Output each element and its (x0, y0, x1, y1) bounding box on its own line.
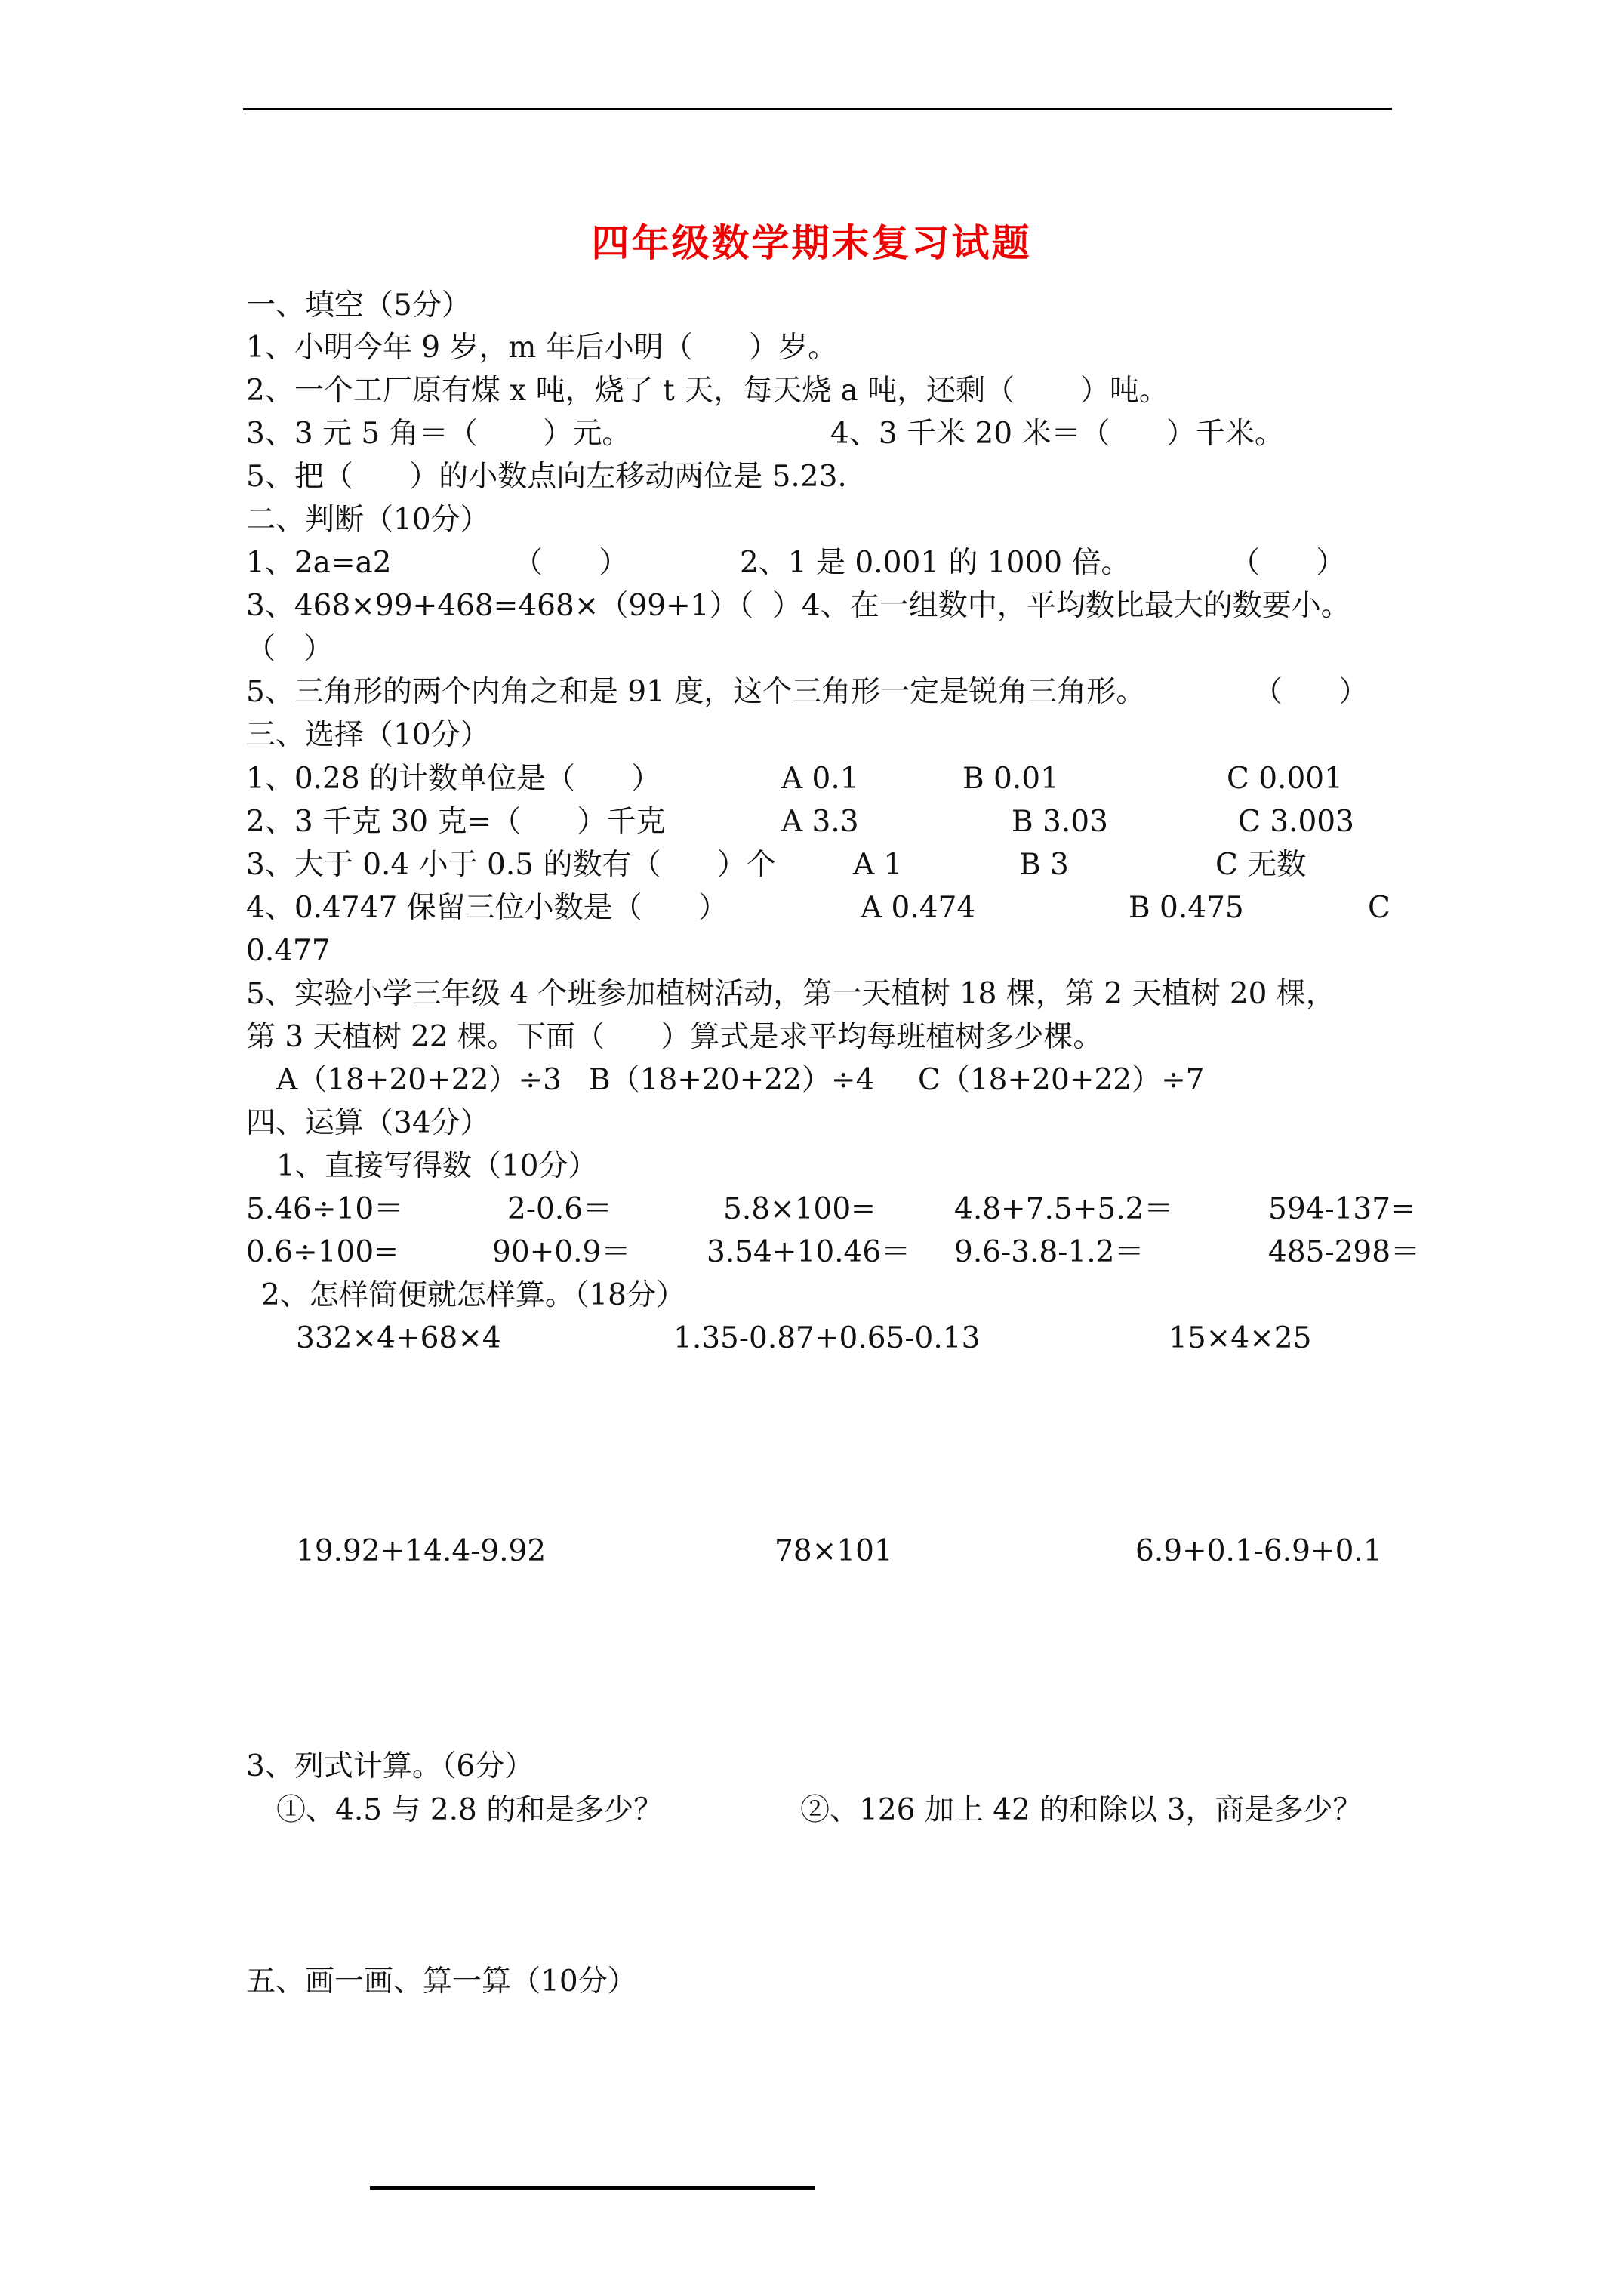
subsection-4-1-heading: 1、直接写得数（10分） (276, 1149, 598, 1183)
choice-4-question: 4、0.4747 保留三位小数是（ ） (246, 891, 728, 925)
choice-1-option-c: C 0.001 (1227, 762, 1343, 796)
subsection-4-2-heading: 2、怎样简便就怎样算。（18分） (261, 1278, 685, 1312)
section-5-heading: 五、画一画、算一算（10分） (246, 1965, 637, 1999)
header-rule (243, 108, 1392, 110)
simplify-problem: 6.9+0.1-6.9+0.1 (1135, 1534, 1382, 1568)
choice-2-option-c: C 3.003 (1238, 805, 1354, 839)
mental-math-item: 90+0.9＝ (492, 1235, 631, 1269)
mental-math-item: 4.8+7.5+5.2＝ (954, 1192, 1174, 1226)
choice-5-question-line-1: 5、实验小学三年级 4 个班参加植树活动，第一天植树 18 棵，第 2 天植树 20 棵， (246, 977, 1335, 1011)
choice-1-question: 1、0.28 的计数单位是（ ） (246, 762, 661, 796)
choice-5-option-c: C（18+20+22）÷7 (918, 1063, 1205, 1097)
simplify-problem: 19.92+14.4-9.92 (296, 1534, 547, 1568)
simplify-problem: 1.35-0.87+0.65-0.13 (673, 1321, 981, 1355)
question-1-5: 5、把（ ）的小数点向左移动两位是 5.23. (246, 460, 847, 494)
choice-5-option-b: B（18+20+22）÷4 (589, 1063, 875, 1097)
section-1-heading: 一、填空（5分） (246, 288, 471, 322)
simplify-problem: 15×4×25 (1169, 1321, 1312, 1355)
choice-4-option-c: C (1368, 891, 1390, 925)
choice-4-option-c-value: 0.477 (246, 934, 331, 968)
judge-1: 1、2a=a2 (246, 546, 392, 580)
question-1-4: 4、3 千米 20 米＝（ ）千米。 (830, 417, 1284, 451)
mental-math-item: 485-298＝ (1268, 1235, 1421, 1269)
judge-4-paren: （ ） (246, 632, 334, 666)
question-1-1: 1、小明今年 9 岁，m 年后小明（ ）岁。 (246, 331, 838, 365)
judge-3-4: 3、468×99+468=468×（99+1）（ ）4、在一组数中，平均数比最大的数要小。 (246, 589, 1350, 623)
section-4-heading: 四、运算（34分） (246, 1106, 490, 1140)
judge-5-paren: （ ） (1253, 675, 1369, 709)
mental-math-item: 2-0.6＝ (507, 1192, 613, 1226)
choice-1-option-a: A 0.1 (781, 762, 859, 796)
choice-1-option-b: B 0.01 (962, 762, 1059, 796)
mental-math-item: 594-137= (1268, 1192, 1415, 1226)
judge-5: 5、三角形的两个内角之和是 91 度，这个三角形一定是锐角三角形。 (246, 675, 1146, 709)
mental-math-item: 0.6÷100= (246, 1235, 399, 1269)
choice-3-option-c: C 无数 (1215, 848, 1307, 882)
word-problem-1: ①、4.5 与 2.8 的和是多少？ (276, 1793, 664, 1827)
choice-4-option-a: A 0.474 (861, 891, 976, 925)
subsection-4-3-heading: 3、列式计算。（6分） (246, 1749, 534, 1783)
choice-2-option-b: B 3.03 (1012, 805, 1108, 839)
mental-math-item: 3.54+10.46＝ (707, 1235, 911, 1269)
simplify-problem: 78×101 (775, 1534, 893, 1568)
choice-5-option-a: A（18+20+22）÷3 (276, 1063, 562, 1097)
page-title: 四年级数学期末复习试题 (591, 220, 1032, 265)
section-3-heading: 三、选择（10分） (246, 718, 490, 752)
simplify-problem: 332×4+68×4 (296, 1321, 501, 1355)
section-2-heading: 二、判断（10分） (246, 503, 490, 537)
choice-3-option-b: B 3 (1019, 848, 1069, 882)
word-problem-2: ②、126 加上 42 的和除以 3，商是多少？ (800, 1793, 1363, 1827)
judge-2: 2、1 是 0.001 的 1000 倍。 (740, 546, 1131, 580)
mental-math-item: 9.6-3.8-1.2＝ (954, 1235, 1144, 1269)
mental-math-item: 5.8×100= (723, 1192, 876, 1226)
choice-2-question: 2、3 千克 30 克=（ ）千克 (246, 805, 666, 839)
mental-math-item: 5.46÷10＝ (246, 1192, 404, 1226)
choice-4-option-b: B 0.475 (1129, 891, 1244, 925)
question-1-2: 2、一个工厂原有煤 x 吨，烧了 t 天，每天烧 a 吨，还剩（ ）吨。 (246, 374, 1169, 408)
footer-rule (370, 2186, 815, 2190)
question-1-3: 3、3 元 5 角＝（ ）元。 (246, 417, 632, 451)
choice-3-option-a: A 1 (853, 848, 903, 882)
choice-5-question-line-2: 第 3 天植树 22 棵。下面（ ）算式是求平均每班植树多少棵。 (246, 1020, 1103, 1054)
choice-3-question: 3、大于 0.4 小于 0.5 的数有（ ）个 (246, 848, 776, 882)
judge-1-paren: （ ） (513, 546, 629, 580)
judge-2-paren: （ ） (1230, 546, 1346, 580)
choice-2-option-a: A 3.3 (781, 805, 859, 839)
